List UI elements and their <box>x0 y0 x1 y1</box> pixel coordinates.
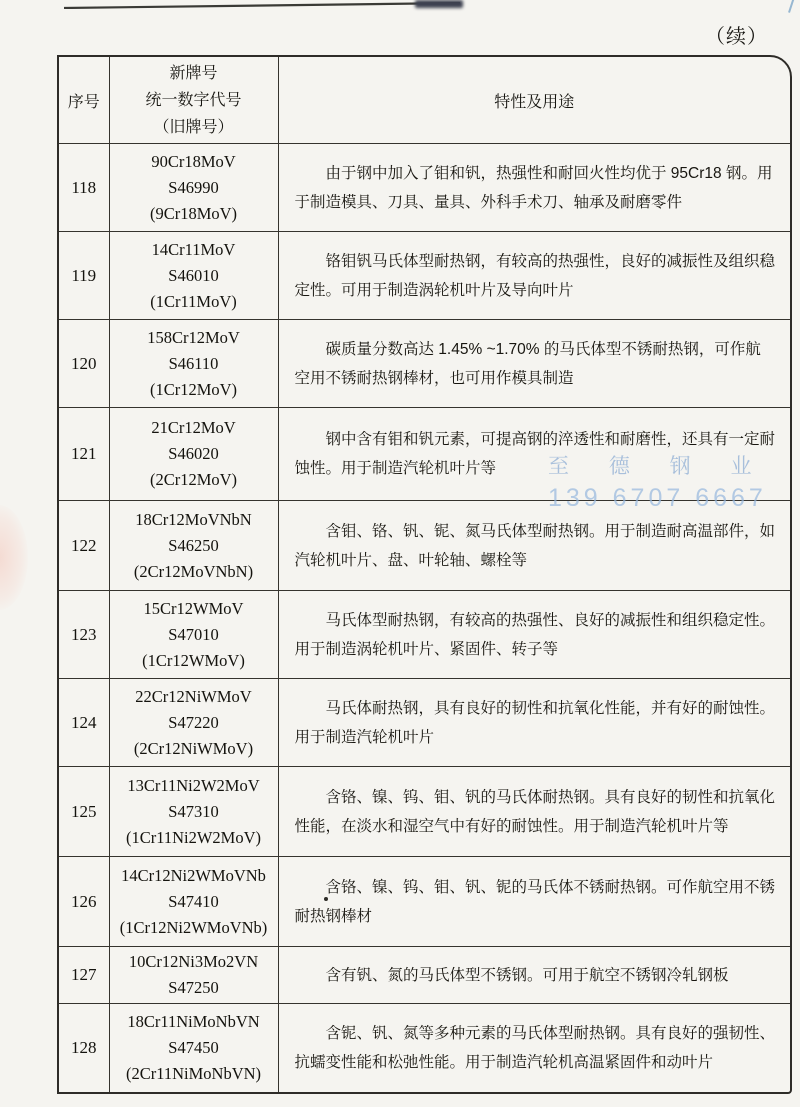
header-characteristics: 特性及用途 <box>278 57 790 144</box>
old-grade: (1Cr12MoV) <box>149 379 238 399</box>
old-grade: (2Cr11NiMoNbVN) <box>125 1063 262 1083</box>
new-grade: 14Cr12Ni2WMoVNb <box>121 865 266 885</box>
grade-cell <box>109 144 278 232</box>
description-cell <box>278 144 790 232</box>
table-header <box>59 57 790 144</box>
unified-code: S46250 <box>168 535 219 555</box>
header-grade <box>109 57 278 144</box>
new-grade: 21Cr12MoV <box>151 418 236 437</box>
header-grade-new: 新牌号 <box>169 64 218 82</box>
unified-code: S46990 <box>168 177 219 197</box>
grade-cell <box>109 1004 278 1092</box>
header-serial-number: 序号 <box>59 57 109 144</box>
serial-number-cell: 118 <box>59 144 109 232</box>
unified-code: S46020 <box>168 444 219 463</box>
old-grade: (1Cr12Ni2WMoVNb) <box>119 917 268 937</box>
steel-grades-table <box>57 55 792 1094</box>
serial-number-cell: 122 <box>59 501 109 591</box>
table-row <box>59 679 790 767</box>
serial-number-cell: 119 <box>59 232 109 320</box>
old-grade: (9Cr18MoV) <box>149 203 238 223</box>
header-grade-code: 统一数字代号 <box>145 91 242 109</box>
description-text: 马氏体耐热钢，具有良好的韧性和抗氧化性能，并有好的耐蚀性。用于制造汽轮机叶片 <box>294 699 776 746</box>
table-row <box>59 767 790 857</box>
description-text: 铬钼钒马氏体型耐热钢，有较高的热强性，良好的减振性及组织稳定性。可用于制造涡轮机叶片及导向叶片 <box>294 252 776 299</box>
description-cell <box>278 320 790 408</box>
unified-code: S47410 <box>168 891 219 911</box>
description-text: 马氏体型耐热钢，有较高的热强性、良好的减振性和组织稳定性。用于制造涡轮机叶片、紧固件、转子等 <box>294 611 776 658</box>
new-grade: 10Cr12Ni3Mo2VN <box>128 952 259 971</box>
old-grade: (1Cr12WMoV) <box>142 650 245 670</box>
scan-binding-shadow <box>415 0 463 8</box>
watermark-company: 至 德 钢 业 <box>548 455 769 478</box>
old-grade: (1Cr11Ni2W2MoV) <box>125 827 262 847</box>
table-row <box>59 232 790 320</box>
table-row <box>59 501 790 591</box>
grade-cell <box>109 767 278 857</box>
unified-code: S47310 <box>168 801 219 821</box>
table-row <box>59 947 790 1004</box>
scan-edge-line <box>64 2 460 9</box>
grade-cell <box>109 320 278 408</box>
description-text: 钢中含有钼和钒元素，可提高钢的淬透性和耐磨性，还具有一定耐蚀性。用于制造汽轮机叶片等 <box>294 431 776 477</box>
table-body <box>59 144 790 1092</box>
unified-code: S47220 <box>168 712 219 732</box>
new-grade: 22Cr12NiWMoV <box>135 686 252 706</box>
description-text: 碳质量分数高达 1.45% ~1.70% 的马氏体型不锈耐热钢，可作航空用不锈耐热钢棒材，也可用作模具制造 <box>294 340 761 387</box>
grade-cell <box>109 591 278 679</box>
description-cell <box>278 947 790 1004</box>
new-grade: 90Cr18MoV <box>151 151 236 171</box>
old-grade: (2Cr12NiWMoV) <box>133 738 254 758</box>
description-cell <box>278 679 790 767</box>
scan-corner-mark <box>788 0 800 15</box>
new-grade: 18Cr11NiMoNbVN <box>127 1011 260 1031</box>
description-text: 含铌、钒、氮等多种元素的马氏体型耐热钢。具有良好的强韧性、抗蠕变性能和松弛性能。用于制造汽轮机高温紧固件和动叶片 <box>294 1024 776 1071</box>
serial-number-cell: 125 <box>59 767 109 857</box>
serial-number-cell: 124 <box>59 679 109 767</box>
grade-cell <box>109 408 278 501</box>
serial-number-cell: 121 <box>59 408 109 501</box>
serial-number-cell: 127 <box>59 947 109 1004</box>
new-grade: 158Cr12MoV <box>147 327 240 347</box>
description-cell <box>278 501 790 591</box>
new-grade: 13Cr11Ni2W2MoV <box>127 775 260 795</box>
serial-number-cell: 120 <box>59 320 109 408</box>
unified-code: S47010 <box>168 624 219 644</box>
grade-cell <box>109 679 278 767</box>
serial-number-cell: 128 <box>59 1004 109 1092</box>
scan-pink-artifact <box>0 505 28 610</box>
old-grade: (2Cr12MoV) <box>149 470 238 489</box>
description-cell <box>278 232 790 320</box>
description-text: 由于钢中加入了钼和钒，热强性和耐回火性均优于 95Cr18 钢。用于制造模具、刀具、量具、外科手术刀、轴承及耐磨零件 <box>294 164 773 211</box>
new-grade: 14Cr11MoV <box>151 239 236 259</box>
new-grade: 18Cr12MoVNbN <box>135 509 252 529</box>
description-cell <box>278 857 790 947</box>
description-text: 含钼、铬、钒、铌、氮马氏体型耐热钢。用于制造耐高温部件，如汽轮机叶片、盘、叶轮轴、螺栓等 <box>294 522 776 569</box>
table-row <box>59 320 790 408</box>
description-cell <box>278 767 790 857</box>
grade-cell <box>109 857 278 947</box>
new-grade: 15Cr12WMoV <box>143 598 244 618</box>
header-grade-old: （旧牌号） <box>153 118 234 136</box>
description-cell <box>278 1004 790 1092</box>
table-row <box>59 857 790 947</box>
old-grade: (2Cr12MoVNbN) <box>133 561 254 581</box>
watermark-phone: 139 6707 6667 <box>548 484 767 512</box>
grade-cell <box>109 947 278 1004</box>
serial-number-cell: 126 <box>59 857 109 947</box>
description-text: 含铬、镍、钨、钼、钒的马氏体耐热钢。具有良好的韧性和抗氧化性能，在淡水和湿空气中有好的耐蚀性。用于制造汽轮机叶片等 <box>294 788 776 835</box>
old-grade: (1Cr11MoV) <box>150 291 237 311</box>
description-cell <box>278 591 790 679</box>
unified-code: S46010 <box>168 265 219 285</box>
table-row <box>59 144 790 232</box>
unified-code: S46110 <box>168 353 219 373</box>
unified-code: S47450 <box>168 1037 219 1057</box>
description-cell <box>278 408 790 501</box>
description-text: 含铬、镍、钨、钼、钒、铌的马氏体不锈耐热钢。可作航空用不锈耐热钢棒材 <box>294 878 776 925</box>
grade-cell <box>109 232 278 320</box>
description-text: 含有钒、氮的马氏体型不锈钢。可用于航空不锈钢冷轧钢板 <box>325 966 729 984</box>
table-row <box>59 1004 790 1092</box>
grade-cell <box>109 501 278 591</box>
table-row <box>59 408 790 501</box>
table-row <box>59 591 790 679</box>
unified-code: S47250 <box>168 978 219 997</box>
serial-number-cell: 123 <box>59 591 109 679</box>
header-row <box>59 57 790 144</box>
continuation-label: （续） <box>705 26 768 48</box>
